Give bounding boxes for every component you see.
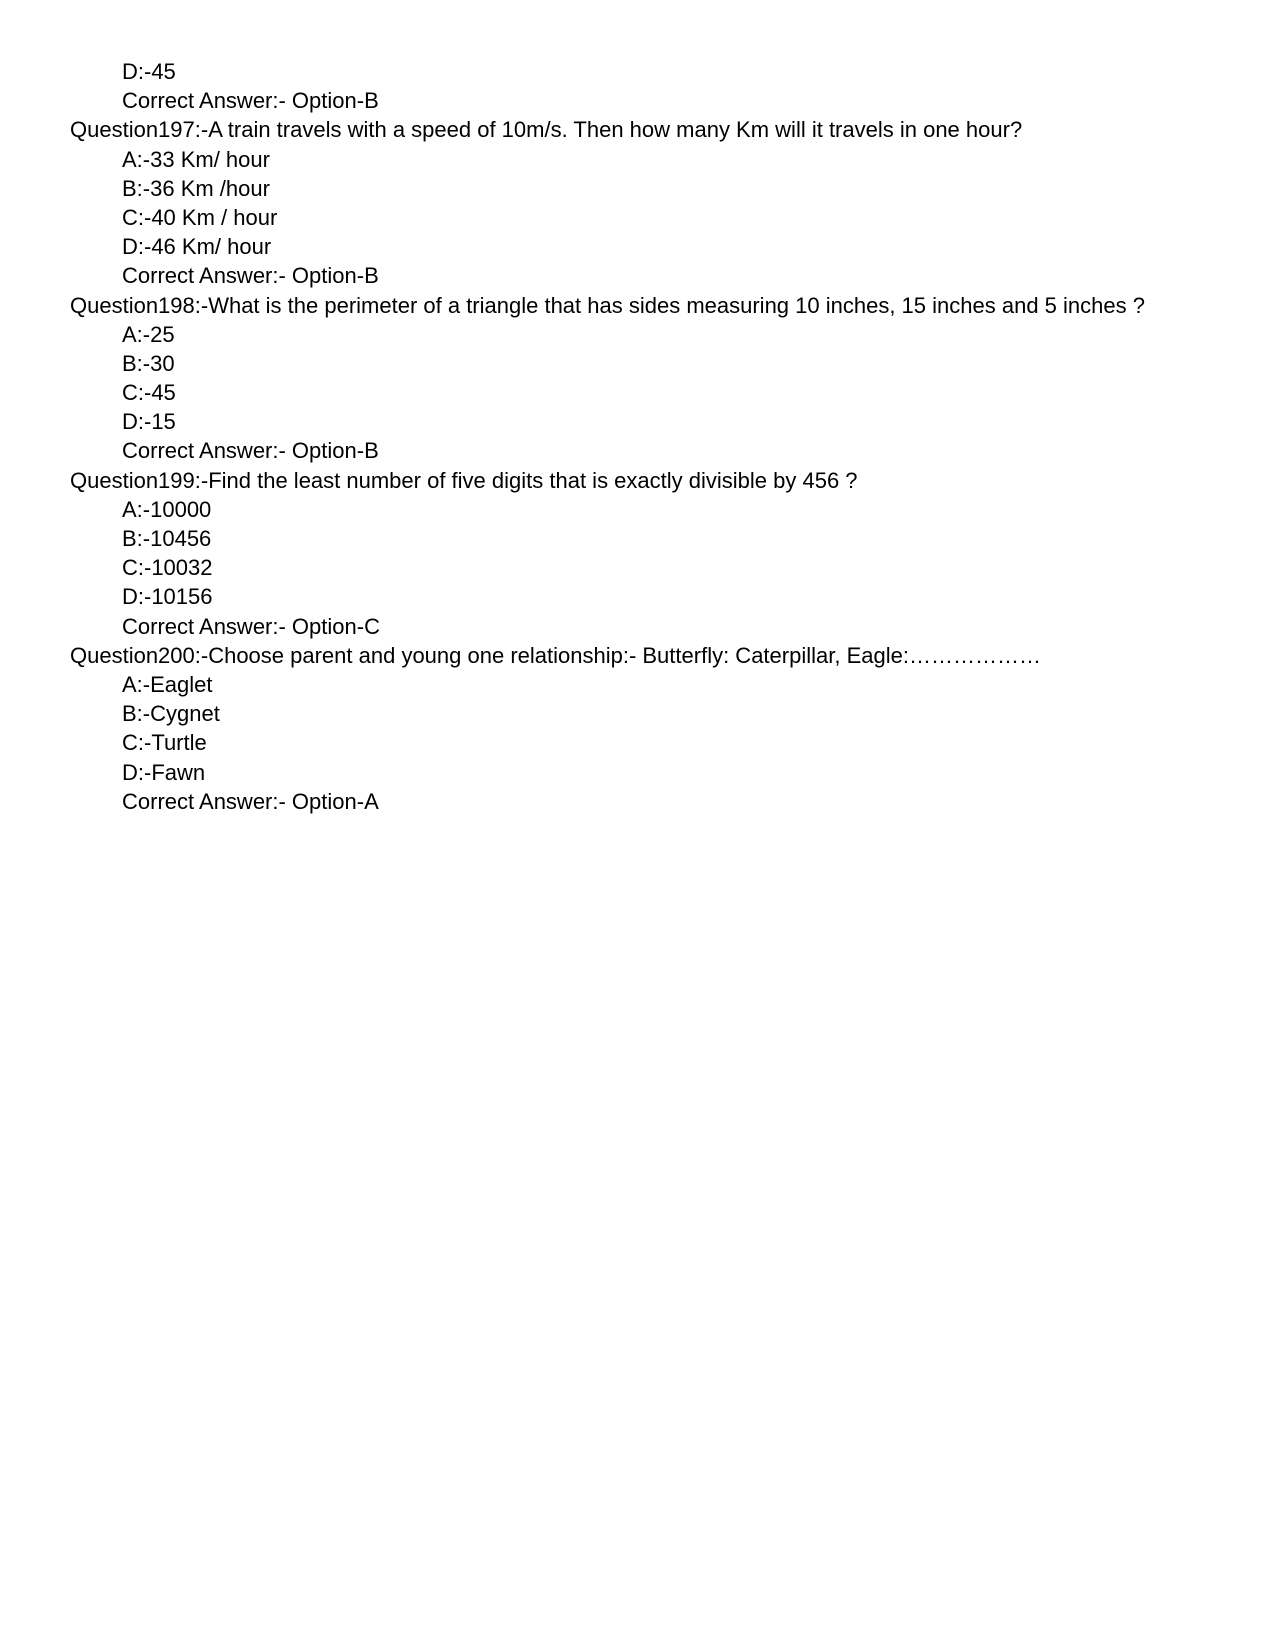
question-text: Question198:-What is the perimeter of a triangle that has sides measuring 10 inches, 15 inches and 5 inches ? [70, 292, 1145, 318]
correct-answer: Correct Answer:- Option-C [122, 613, 380, 639]
correct-answer: Correct Answer:- Option-B [122, 88, 379, 114]
question-block [0, 466, 1277, 641]
option-b: B:-30 [122, 350, 175, 376]
option-d: D:-15 [122, 409, 176, 435]
correct-answer: Correct Answer:- Option-A [122, 788, 379, 814]
option-d: D:-45 [122, 59, 176, 84]
option-a: A:-Eaglet [122, 671, 213, 697]
option-c: C:-40 Km / hour [122, 204, 278, 230]
option-b: B:-Cygnet [122, 701, 220, 727]
document-page [0, 57, 1277, 816]
question-text: Question197:-A train travels with a speed of 10m/s. Then how many Km will it travels in one hour? [70, 117, 1023, 143]
correct-answer: Correct Answer:- Option-B [122, 438, 379, 464]
option-c: C:-Turtle [122, 730, 207, 756]
option-a: A:-25 [122, 321, 175, 347]
question-block [0, 115, 1277, 290]
question-block [0, 291, 1277, 466]
option-b: B:-10456 [122, 526, 212, 551]
option-c: C:-45 [122, 380, 176, 406]
option-d: D:-46 Km/ hour [122, 234, 272, 260]
option-c: C:-10032 [122, 555, 213, 581]
question-text: Question199:-Find the least number of five digits that is exactly divisible by 456 ? [70, 467, 858, 493]
option-d: D:-10156 [122, 584, 213, 610]
question-block [0, 641, 1277, 816]
option-d: D:-Fawn [122, 759, 206, 785]
option-a: A:-33 Km/ hour [122, 146, 270, 172]
correct-answer: Correct Answer:- Option-B [122, 263, 379, 289]
option-a: A:-10000 [122, 496, 212, 522]
option-b: B:-36 Km /hour [122, 175, 270, 201]
question-text: Question200:-Choose parent and young one relationship:- Butterfly: Caterpillar, Eagle:……………… [70, 642, 1041, 668]
